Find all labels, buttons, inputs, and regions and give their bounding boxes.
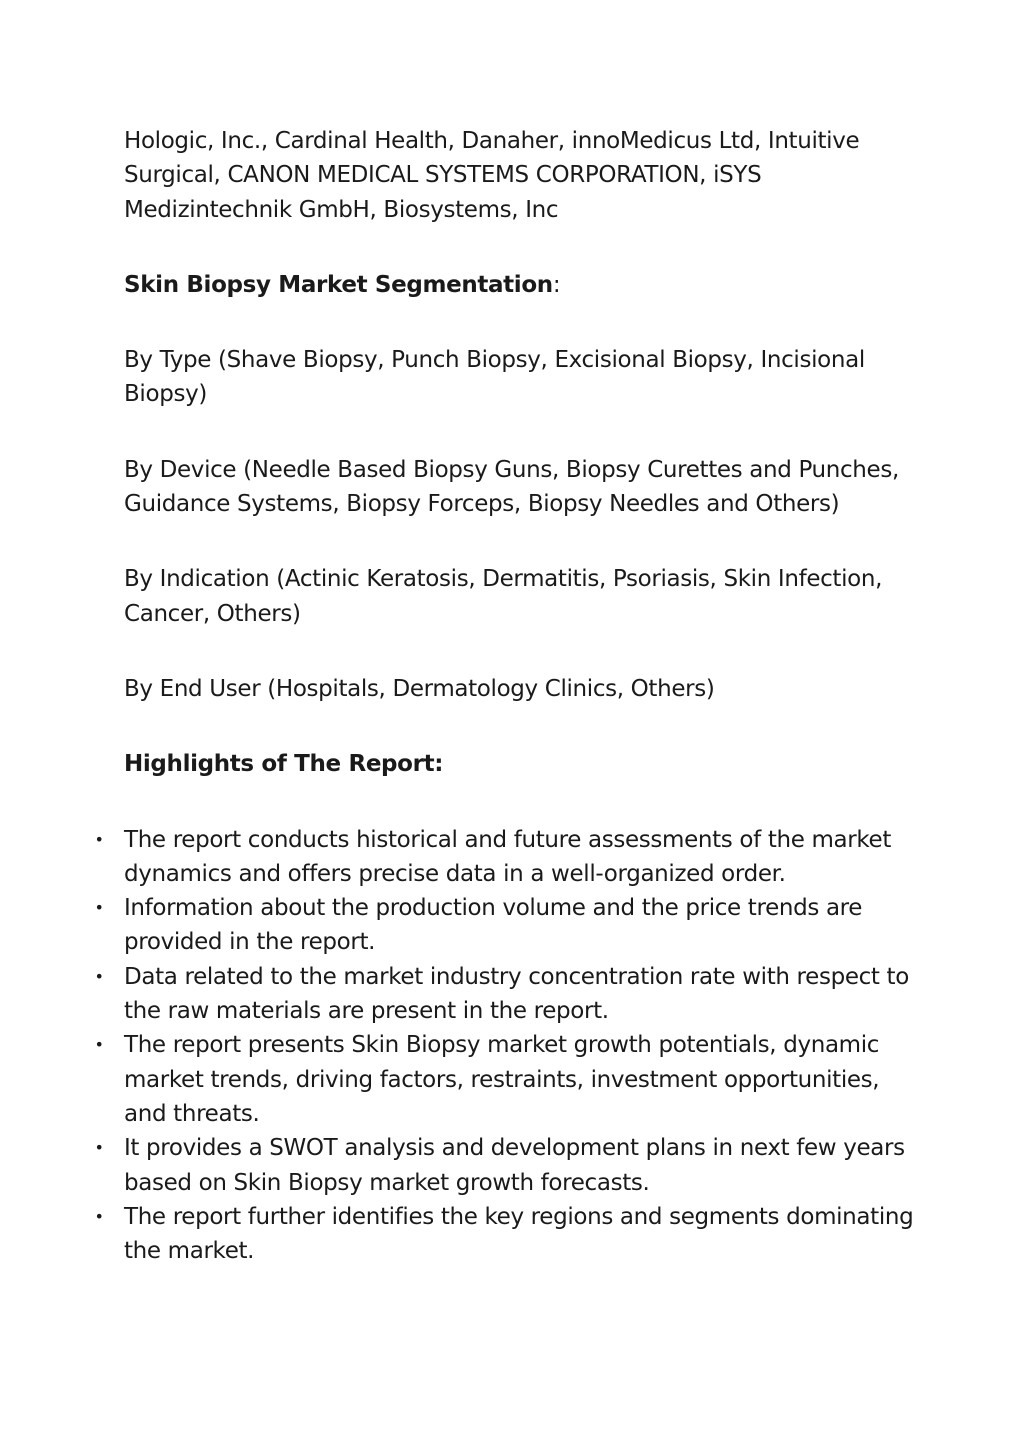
bullet-icon: • xyxy=(94,1206,104,1226)
list-item xyxy=(94,1028,914,1131)
list-item xyxy=(94,891,914,960)
companies-paragraph: Hologic, Inc., Cardinal Health, Danaher, innoMedicus Ltd, Intuitive Surgical, CANON MEDICAL SYSTEMS CORPORATION, iSYS Medizintechnik GmbH, Biosystems, Inc xyxy=(124,128,860,223)
segmentation-heading xyxy=(124,268,914,302)
highlights-list xyxy=(94,823,914,1269)
bullet-icon: • xyxy=(94,829,104,849)
list-item-text: The report conducts historical and future assessments of the market dynamics and offers precise data in a well-organized order. xyxy=(124,826,891,887)
segmentation-heading-text: Skin Biopsy Market Segmentation xyxy=(124,271,553,298)
segmentation-heading-suffix: : xyxy=(552,271,561,298)
list-item xyxy=(94,823,914,892)
bullet-icon: • xyxy=(94,898,104,918)
segment-by-end-user: By End User (Hospitals, Dermatology Clinics, Others) xyxy=(124,675,715,702)
bullet-icon: • xyxy=(94,1138,104,1158)
list-item-text: It provides a SWOT analysis and development plans in next few years based on Skin Biopsy market growth forecasts. xyxy=(124,1135,905,1196)
segment-by-device: By Device (Needle Based Biopsy Guns, Biopsy Curettes and Punches, Guidance Systems, Biopsy Forceps, Biopsy Needles and Others) xyxy=(124,456,899,518)
highlights-heading-text: Highlights of The Report: xyxy=(124,751,444,778)
bullet-icon: • xyxy=(94,966,104,986)
segment-by-type: By Type (Shave Biopsy, Punch Biopsy, Excisional Biopsy, Incisional Biopsy) xyxy=(124,347,865,408)
list-item-text: The report presents Skin Biopsy market growth potentials, dynamic market trends, driving factors, restraints, investment opportunities, and threats. xyxy=(124,1032,880,1127)
bullet-icon: • xyxy=(94,1035,104,1055)
list-item xyxy=(94,1200,914,1269)
list-item-text: Information about the production volume and the price trends are provided in the report. xyxy=(124,895,863,956)
list-item-text: Data related to the market industry concentration rate with respect to the raw materials are present in the report. xyxy=(124,963,909,1025)
list-item xyxy=(94,960,914,1029)
segment-by-indication: By Indication (Actinic Keratosis, Dermatitis, Psoriasis, Skin Infection, Cancer, Others) xyxy=(124,566,883,627)
list-item xyxy=(94,1131,914,1200)
document-page xyxy=(94,124,914,1268)
list-item-text: The report further identifies the key regions and segments dominating the market. xyxy=(124,1203,914,1265)
highlights-heading xyxy=(124,747,914,781)
